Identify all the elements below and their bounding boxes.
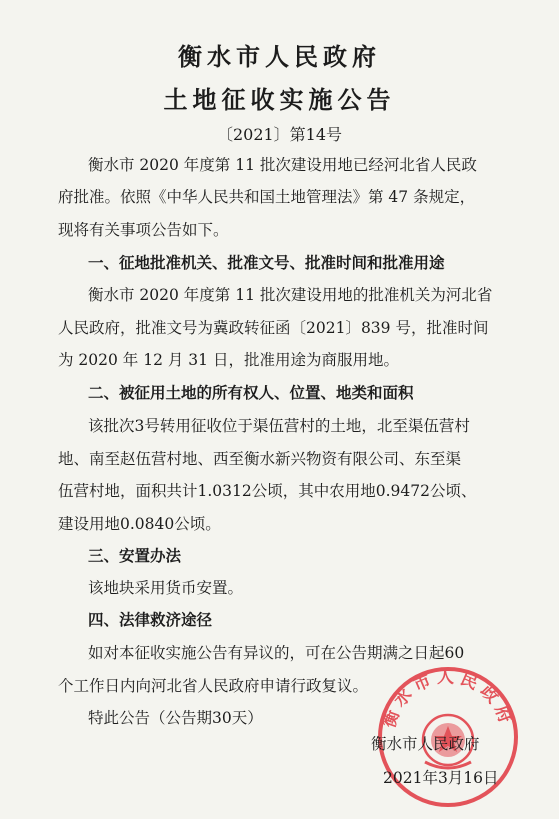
closing-line: 特此公告（公告期30天） xyxy=(88,709,263,727)
section-line: 建设用地0.0840公顷。 xyxy=(58,515,221,533)
signatory: 衡水市人民政府 xyxy=(371,735,480,753)
section-heading: 一、征地批准机关、批准文号、批准时间和批准用途 xyxy=(88,254,445,272)
section-line: 个工作日内向河北省人民政府申请行政复议。 xyxy=(58,677,369,695)
section-line: 人民政府，批准文号为冀政转征函〔2021〕839 号，批准时间 xyxy=(58,319,489,337)
intro-line: 衡水市 2020 年度第 11 批次建设用地已经河北省人民政 xyxy=(88,156,477,174)
issue-date: 2021年3月16日 xyxy=(383,769,499,787)
notice-title: 土地征收实施公告 xyxy=(163,85,396,114)
section-line: 如对本征收实施公告有异议的，可在公告期满之日起60 xyxy=(88,644,465,662)
svg-text:衡水市人民政府 xyxy=(378,668,517,731)
seal-text: 衡水市人民政府 xyxy=(379,667,517,731)
section-heading: 二、被征用土地的所有权人、位置、地类和面积 xyxy=(88,384,414,402)
section-line: 该批次3号转用征收位于渠伍营村的土地，北至渠伍营村 xyxy=(88,417,470,435)
section-heading: 三、安置办法 xyxy=(88,547,182,565)
section-heading: 四、法律救济途径 xyxy=(88,611,213,629)
section-line: 为 2020 年 12 月 31 日，批准用途为商服用地。 xyxy=(58,351,399,369)
section-line: 地、南至赵伍营村地、西至衡水新兴物资有限公司、东至渠 xyxy=(58,450,462,468)
document-number: 〔2021〕第14号 xyxy=(216,125,343,144)
intro-line: 府批准。依照《中华人民共和国土地管理法》第 47 条规定， xyxy=(58,188,476,206)
section-line: 衡水市 2020 年度第 11 批次建设用地的批准机关为河北省 xyxy=(88,286,493,304)
section-line: 伍营村地，面积共计1.0312公顷，其中农用地0.9472公顷、 xyxy=(58,482,477,500)
section-line: 该地块采用货币安置。 xyxy=(88,579,244,597)
issuer-title: 衡水市人民政府 xyxy=(178,42,381,71)
intro-line: 现将有关事项公告如下。 xyxy=(58,221,229,239)
